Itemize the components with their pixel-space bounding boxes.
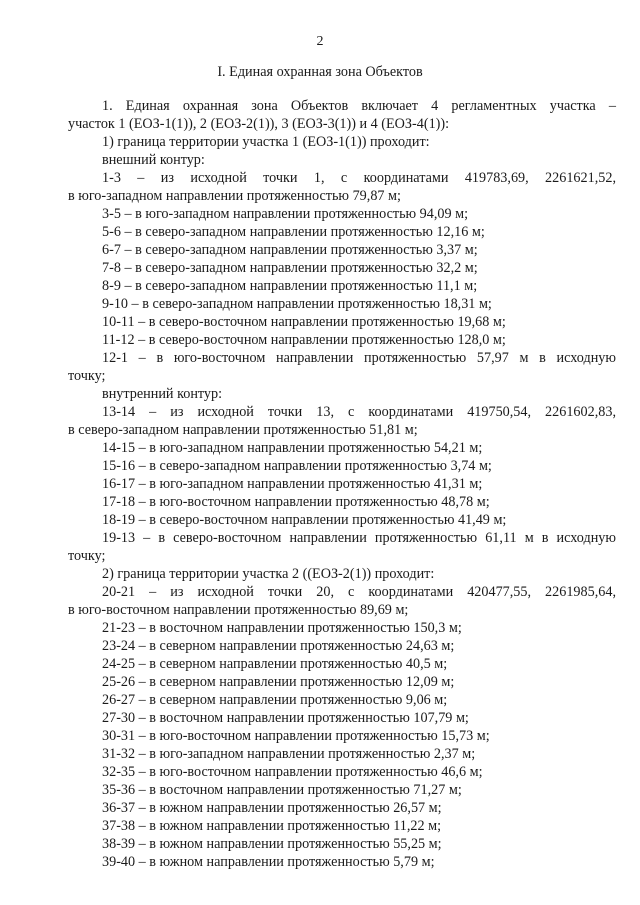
- inner-item: 17-18 – в юго-восточном направлении протяженностью 48,78 м;: [102, 494, 490, 510]
- intro-line: 1. Единая охранная зона Объектов включает 4 регламентных участка –: [102, 98, 616, 114]
- outer-first-line: 1-3 – из исходной точки 1, с координатами 419783,69, 2261621,52,: [102, 170, 616, 186]
- inner-first-line: в северо-западном направлении протяженностью 51,81 м;: [68, 422, 418, 438]
- section2-heading: 2) граница территории участка 2 ((ЕОЗ-2(1)) проходит:: [102, 566, 435, 582]
- s2-item: 32-35 – в юго-восточном направлении протяженностью 46,6 м;: [102, 764, 483, 780]
- inner-last-line: точку;: [68, 548, 106, 564]
- inner-contour-label: внутренний контур:: [102, 386, 223, 402]
- inner-item: 18-19 – в северо-восточном направлении протяженностью 41,49 м;: [102, 512, 507, 528]
- s2-item: 24-25 – в северном направлении протяженностью 40,5 м;: [102, 656, 448, 672]
- outer-item: 3-5 – в юго-западном направлении протяженностью 94,09 м;: [102, 206, 469, 222]
- inner-item: 14-15 – в юго-западном направлении протяженностью 54,21 м;: [102, 440, 483, 456]
- s2-item: 25-26 – в северном направлении протяженностью 12,09 м;: [102, 674, 455, 690]
- s2-item: 39-40 – в южном направлении протяженностью 5,79 м;: [102, 854, 435, 870]
- outer-last-line: точку;: [68, 368, 106, 384]
- s2-item: 27-30 – в восточном направлении протяженностью 107,79 м;: [102, 710, 469, 726]
- outer-item: 11-12 – в северо-восточном направлении протяженностью 128,0 м;: [102, 332, 506, 348]
- outer-item: 7-8 – в северо-западном направлении протяженностью 32,2 м;: [102, 260, 478, 276]
- section1-heading: 1) граница территории участка 1 (ЕОЗ-1(1)) проходит:: [102, 134, 430, 150]
- outer-item: 5-6 – в северо-западном направлении протяженностью 12,16 м;: [102, 224, 485, 240]
- outer-first-line: в юго-западном направлении протяженностью 79,87 м;: [68, 188, 401, 204]
- s2-item: 38-39 – в южном направлении протяженностью 55,25 м;: [102, 836, 442, 852]
- s2-item: 36-37 – в южном направлении протяженностью 26,57 м;: [102, 800, 442, 816]
- outer-item: 10-11 – в северо-восточном направлении протяженностью 19,68 м;: [102, 314, 506, 330]
- outer-contour-label: внешний контур:: [102, 152, 205, 168]
- s2-item: 23-24 – в северном направлении протяженностью 24,63 м;: [102, 638, 455, 654]
- s2-item: 21-23 – в восточном направлении протяженностью 150,3 м;: [102, 620, 462, 636]
- outer-last-line: 12-1 – в юго-восточном направлении протяженностью 57,97 м в исходную: [102, 350, 616, 366]
- s2-first-line: 20-21 – из исходной точки 20, с координатами 420477,55, 2261985,64,: [102, 584, 616, 600]
- intro-line: участок 1 (ЕОЗ-1(1)), 2 (ЕОЗ-2(1)), 3 (ЕОЗ-3(1)) и 4 (ЕОЗ-4(1)):: [68, 116, 450, 132]
- outer-item: 9-10 – в северо-западном направлении протяженностью 18,31 м;: [102, 296, 492, 312]
- outer-item: 6-7 – в северо-западном направлении протяженностью 3,37 м;: [102, 242, 478, 258]
- inner-last-line: 19-13 – в северо-восточном направлении протяженностью 61,11 м в исходную: [102, 530, 616, 546]
- section-title: I. Единая охранная зона Объектов: [217, 64, 423, 80]
- s2-item: 30-31 – в юго-восточном направлении протяженностью 15,73 м;: [102, 728, 490, 744]
- inner-item: 15-16 – в северо-западном направлении протяженностью 3,74 м;: [102, 458, 492, 474]
- inner-first-line: 13-14 – из исходной точки 13, с координатами 419750,54, 2261602,83,: [102, 404, 616, 420]
- s2-item: 31-32 – в юго-западном направлении протяженностью 2,37 м;: [102, 746, 476, 762]
- inner-item: 16-17 – в юго-западном направлении протяженностью 41,31 м;: [102, 476, 483, 492]
- s2-item: 35-36 – в восточном направлении протяженностью 71,27 м;: [102, 782, 462, 798]
- outer-item: 8-9 – в северо-западном направлении протяженностью 11,1 м;: [102, 278, 478, 294]
- page-number: 2: [316, 34, 324, 49]
- s2-first-line: в юго-восточном направлении протяженностью 89,69 м;: [68, 602, 409, 618]
- s2-item: 37-38 – в южном направлении протяженностью 11,22 м;: [102, 818, 442, 834]
- s2-item: 26-27 – в северном направлении протяженностью 9,06 м;: [102, 692, 448, 708]
